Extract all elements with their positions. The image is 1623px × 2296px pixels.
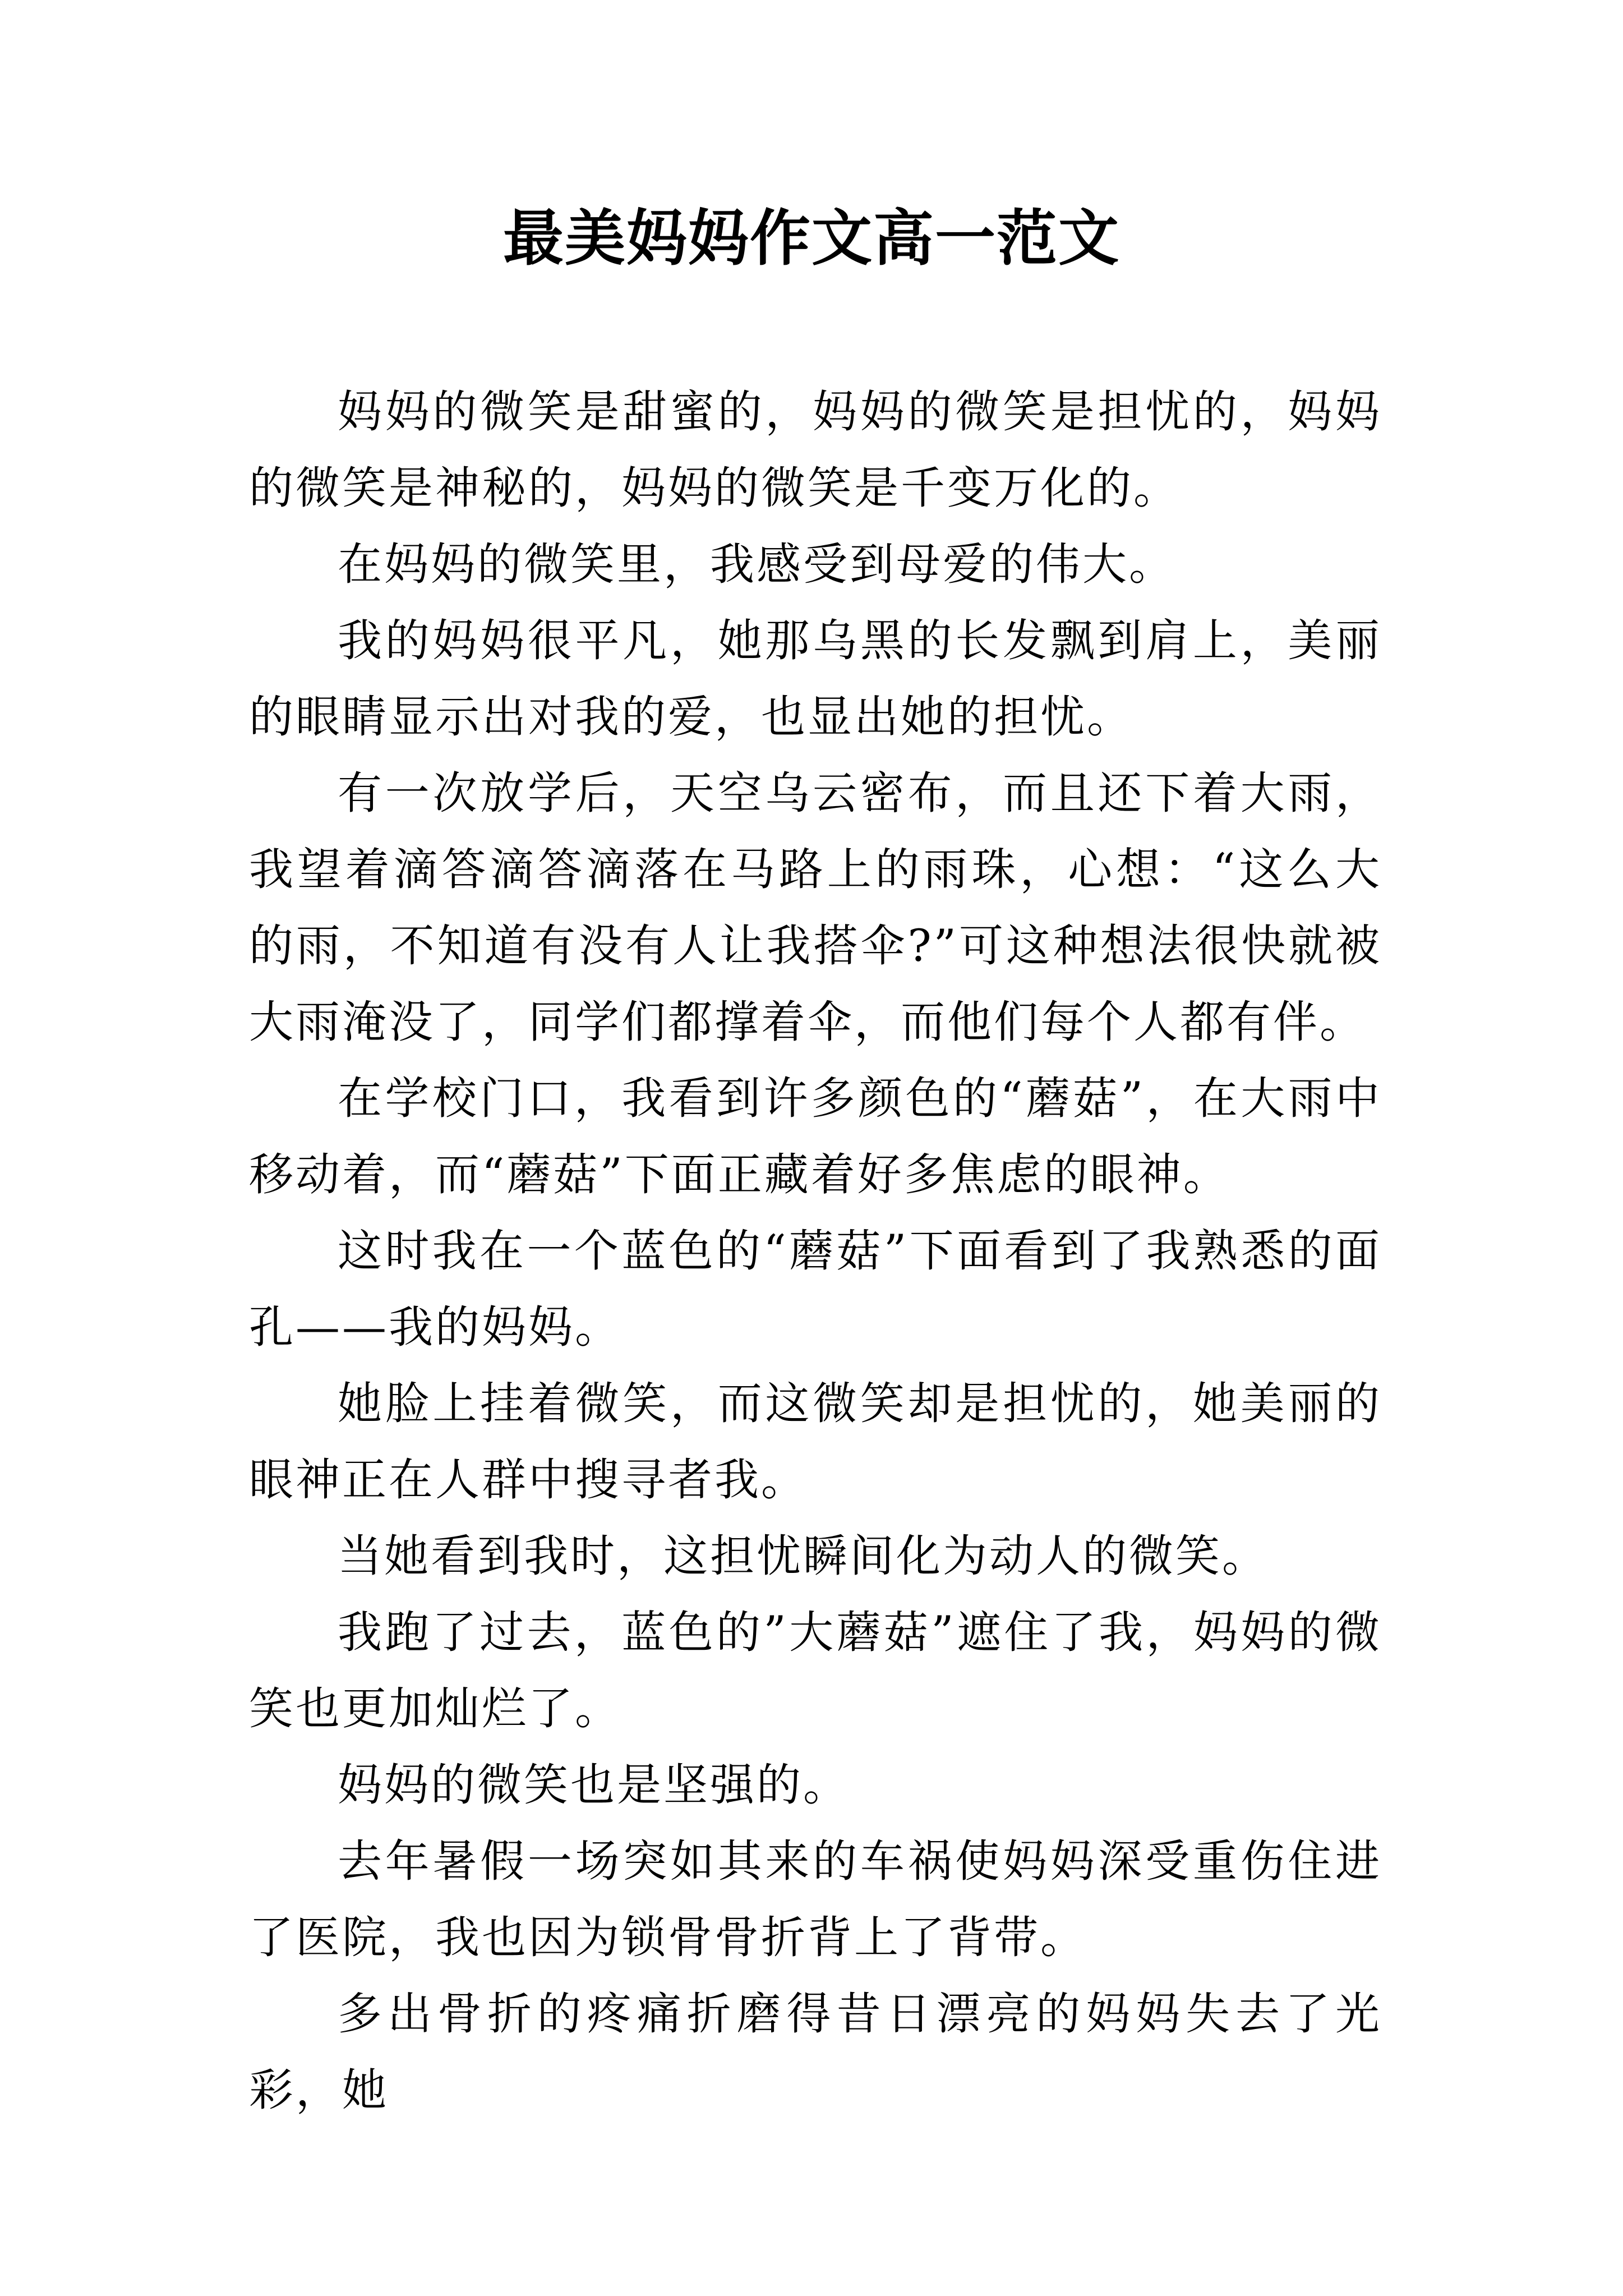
paragraph: 去年暑假一场突如其来的车祸使妈妈深受重伤住进了医院，我也因为锁骨骨折背上了背带。 <box>249 1835 1382 1963</box>
paragraph: 她脸上挂着微笑，而这微笑却是担忧的，她美丽的眼神正在人群中搜寻者我。 <box>249 1378 1382 1506</box>
document-body <box>249 374 1382 2128</box>
paragraph: 我的妈妈很平凡，她那乌黑的长发飘到肩上，美丽的眼睛显示出对我的爱，也显出她的担忧。 <box>249 615 1382 743</box>
paragraph: 这时我在一个蓝色的“蘑菇”下面看到了我熟悉的面孔——我的妈妈。 <box>249 1225 1382 1353</box>
paragraph: 多出骨折的疼痛折磨得昔日漂亮的妈妈失去了光彩，她 <box>249 1988 1382 2116</box>
document-title: 最美妈妈作文高一范文 <box>502 203 1120 274</box>
paragraph: 在妈妈的微笑里，我感受到母爱的伟大。 <box>338 539 1175 590</box>
paragraph: 在学校门口，我看到许多颜色的“蘑菇”，在大雨中移动着，而“蘑菇”下面正藏着好多焦虑的眼神。 <box>249 1073 1382 1200</box>
paragraph: 我跑了过去，蓝色的”大蘑菇”遮住了我，妈妈的微笑也更加灿烂了。 <box>249 1607 1382 1734</box>
paragraph: 有一次放学后，天空乌云密布，而且还下着大雨，我望着滴答滴答滴落在马路上的雨珠，心想：“这么大的雨，不知道有没有人让我搭伞?”可这种想法很快就被大雨淹没了，同学们都撑着伞，而他们每个人都有伴。 <box>249 767 1382 1048</box>
paragraph: 妈妈的微笑是甜蜜的，妈妈的微笑是担忧的，妈妈的微笑是神秘的，妈妈的微笑是千变万化的。 <box>249 386 1382 514</box>
paragraph: 当她看到我时，这担忧瞬间化为动人的微笑。 <box>338 1530 1269 1582</box>
paragraph: 妈妈的微笑也是坚强的。 <box>338 1759 850 1811</box>
